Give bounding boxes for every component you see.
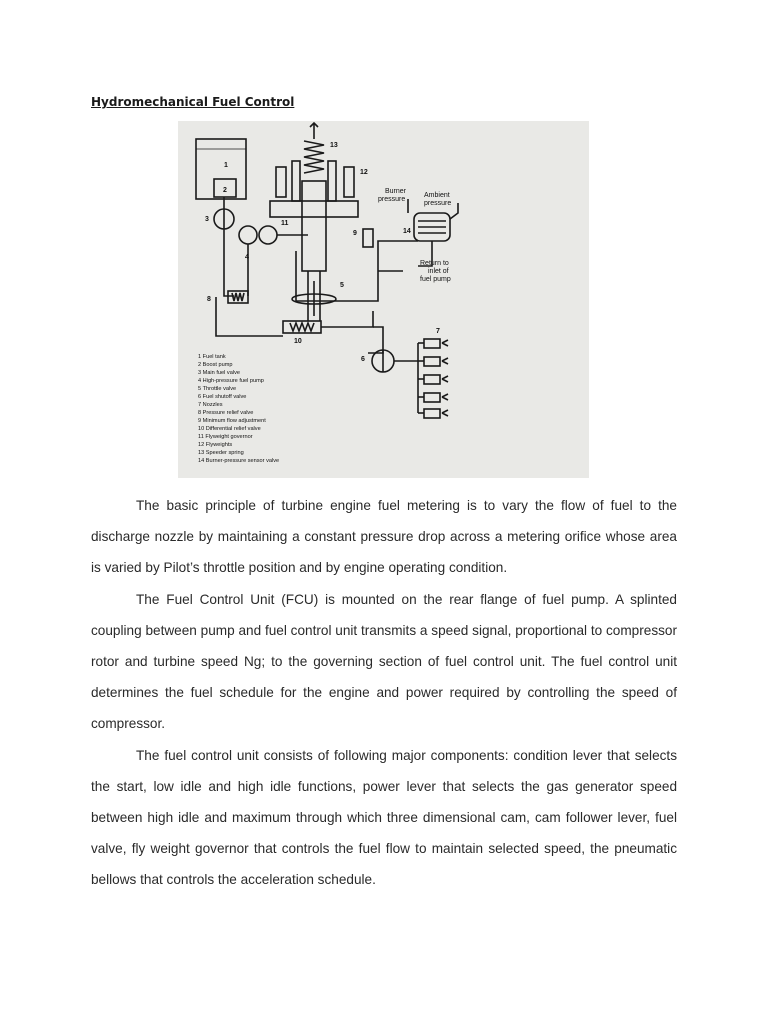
callout-2: 2	[223, 187, 227, 194]
diagram-legend	[198, 354, 279, 464]
fuel-tank	[196, 139, 246, 199]
legend-item: 4 High-pressure fuel pump	[198, 378, 264, 384]
callout-6: 6	[361, 356, 365, 363]
paragraph-2: The Fuel Control Unit (FCU) is mounted on the rear flange of fuel pump. A splinted coupling between pump and fuel control unit transmits a speed signal, proportional to compressor rotor and turbine speed Ng; to the governing section of fuel control unit. The fuel control unit determines the fuel schedule for the engine and power required by controlling the speed of compressor.	[91, 591, 677, 732]
callout-5: 5	[340, 282, 344, 289]
fuel-control-diagram	[178, 121, 589, 478]
legend-item: 8 Pressure relief valve	[198, 410, 254, 416]
legend-item: 6 Fuel shutoff valve	[198, 394, 247, 400]
return-label-2: inlet of	[428, 268, 449, 275]
legend-item: 5 Throttle valve	[198, 386, 237, 392]
legend-item: 1 Fuel tank	[198, 354, 226, 360]
nozzle-group	[418, 339, 448, 418]
burner-pressure-label-1: Burner	[385, 188, 407, 195]
body-text	[91, 490, 677, 896]
callout-11: 11	[281, 220, 289, 227]
document-heading: Hydromechanical Fuel Control	[91, 95, 295, 109]
callout-8: 8	[207, 296, 211, 303]
burner-pressure-label-2: pressure	[378, 196, 406, 203]
callout-13: 13	[330, 142, 338, 149]
flyweight-governor	[270, 201, 358, 217]
callout-3: 3	[205, 216, 209, 223]
callout-9: 9	[353, 230, 357, 237]
legend-item: 9 Minimum flow adjustment	[198, 418, 266, 424]
pressure-relief-valve	[228, 291, 248, 303]
legend-item: 13 Speeder spring	[198, 450, 244, 456]
paragraph-3: The fuel control unit consists of following major components: condition lever that selects the start, low idle and high idle functions, power lever that selects the gas generator speed between high idle and maximum through which three dimensional cam, cam follower lever, fuel valve, fly weight governor that controls the fuel flow to maintain selected speed, the pneumatic bellows that controls the acceleration schedule.	[91, 747, 677, 888]
paragraph-1: The basic principle of turbine engine fuel metering is to vary the flow of fuel to the discharge nozzle by maintaining a constant pressure drop across a metering orifice whose area is varied by Pilot’s throttle position and by engine operating condition.	[91, 498, 677, 576]
flyweight-left	[276, 167, 286, 197]
hp-pump-gear-a	[239, 226, 257, 244]
callout-10: 10	[294, 338, 302, 345]
callout-12: 12	[360, 169, 368, 176]
legend-item: 14 Burner-pressure sensor valve	[198, 458, 280, 464]
minimum-flow-adjustment	[363, 229, 373, 247]
speeder-spring	[304, 141, 324, 173]
ambient-pressure-label-2: pressure	[424, 200, 452, 207]
return-label-3: fuel pump	[420, 276, 451, 283]
legend-item: 7 Nozzles	[198, 402, 223, 408]
legend-item: 11 Flyweight governor	[198, 434, 253, 440]
legend-item: 10 Differential relief valve	[198, 426, 261, 432]
hp-pump-gear-b	[259, 226, 277, 244]
ambient-pressure-label-1: Ambient	[424, 192, 450, 199]
return-label-1: Return to	[420, 260, 449, 267]
flyweight-right	[344, 167, 354, 197]
callout-7: 7	[436, 328, 440, 335]
legend-item: 2 Boost pump	[198, 362, 233, 368]
callout-14: 14	[403, 228, 411, 235]
callout-1: 1	[224, 162, 228, 169]
legend-item: 12 Flyweights	[198, 442, 233, 448]
callout-4: 4	[245, 254, 249, 261]
legend-item: 3 Main fuel valve	[198, 370, 240, 376]
